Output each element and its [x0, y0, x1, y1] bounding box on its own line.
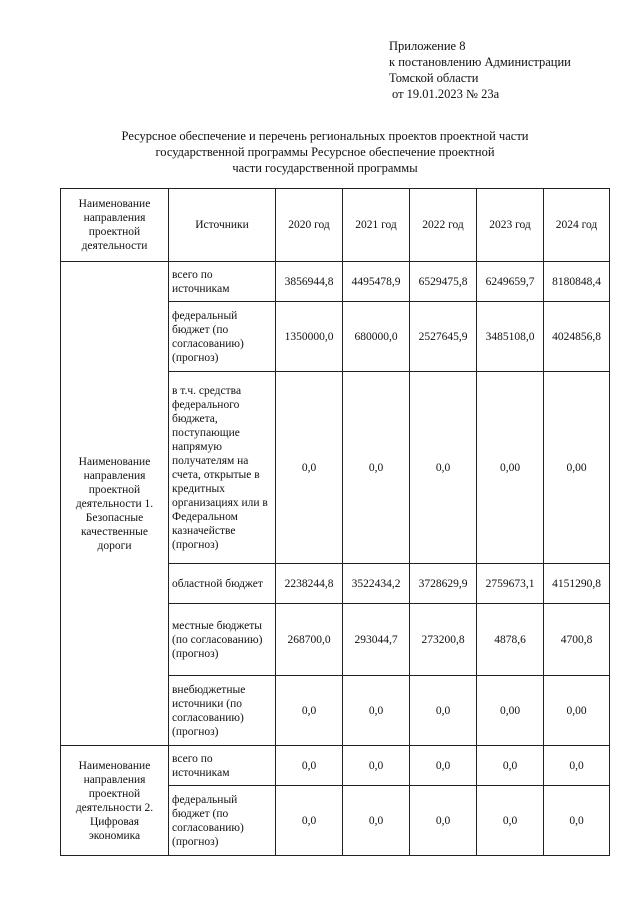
value-cell: 0,0 [410, 372, 477, 564]
value-cell: 268700,0 [276, 604, 343, 676]
value-cell: 0,0 [544, 746, 610, 786]
table-row [61, 746, 610, 786]
title-line: государственной программы Ресурсное обеспечение проектной [155, 145, 495, 159]
value-cell: 0,0 [410, 786, 477, 856]
document-title [60, 128, 590, 176]
value-cell: 273200,8 [410, 604, 477, 676]
header-row [61, 189, 610, 262]
appendix-reference: к постановлению Администрации [389, 55, 571, 69]
value-cell: 1350000,0 [276, 302, 343, 372]
direction-cell: Наименование направления проектной деятельности 1. Безопасные качественные дороги [61, 262, 169, 746]
value-cell: 0,00 [477, 676, 544, 746]
value-cell: 680000,0 [343, 302, 410, 372]
value-cell: 0,0 [343, 786, 410, 856]
source-cell: федеральный бюджет (по согласованию) (прогноз) [169, 302, 276, 372]
table-row [61, 262, 610, 302]
value-cell: 0,0 [544, 786, 610, 856]
value-cell: 0,0 [276, 786, 343, 856]
source-cell: местные бюджеты (по согласованию) (прогноз) [169, 604, 276, 676]
header-year: 2023 год [477, 189, 544, 262]
value-cell: 8180848,4 [544, 262, 610, 302]
value-cell: 0,0 [276, 676, 343, 746]
value-cell: 4495478,9 [343, 262, 410, 302]
value-cell: 0,0 [276, 372, 343, 564]
value-cell: 0,0 [343, 676, 410, 746]
value-cell: 6529475,8 [410, 262, 477, 302]
value-cell: 0,0 [276, 746, 343, 786]
value-cell: 4878,6 [477, 604, 544, 676]
value-cell: 293044,7 [343, 604, 410, 676]
value-cell: 0,0 [477, 746, 544, 786]
title-line: части государственной программы [232, 161, 418, 175]
value-cell: 4151290,8 [544, 564, 610, 604]
value-cell: 3485108,0 [477, 302, 544, 372]
title-line: Ресурсное обеспечение и перечень региональных проектов проектной части [121, 129, 529, 143]
header-year: 2020 год [276, 189, 343, 262]
source-cell: всего по источникам [169, 262, 276, 302]
header-year: 2022 год [410, 189, 477, 262]
value-cell: 2527645,9 [410, 302, 477, 372]
appendix-number: Приложение 8 [389, 39, 466, 53]
value-cell: 0,0 [343, 372, 410, 564]
value-cell: 6249659,7 [477, 262, 544, 302]
appendix-block [389, 38, 571, 102]
value-cell: 3522434,2 [343, 564, 410, 604]
resource-table [60, 188, 610, 856]
header-direction: Наименование направления проектной деятельности [61, 189, 169, 262]
value-cell: 0,00 [544, 372, 610, 564]
value-cell: 4700,8 [544, 604, 610, 676]
appendix-region: Томской области [389, 71, 479, 85]
source-cell: в т.ч. средства федерального бюджета, поступающие напрямую получателям на счета, открытые в кредитных организациях или в Федеральном казначействе (прогноз) [169, 372, 276, 564]
value-cell: 3728629,9 [410, 564, 477, 604]
source-cell: внебюджетные источники (по согласованию) (прогноз) [169, 676, 276, 746]
value-cell: 2759673,1 [477, 564, 544, 604]
header-year: 2021 год [343, 189, 410, 262]
value-cell: 4024856,8 [544, 302, 610, 372]
source-cell: областной бюджет [169, 564, 276, 604]
source-cell: всего по источникам [169, 746, 276, 786]
header-sources: Источники [169, 189, 276, 262]
appendix-date: от 19.01.2023 № 23а [392, 87, 500, 101]
direction-cell: Наименование направления проектной деятельности 2. Цифровая экономика [61, 746, 169, 856]
value-cell: 0,0 [410, 676, 477, 746]
header-year: 2024 год [544, 189, 610, 262]
value-cell: 2238244,8 [276, 564, 343, 604]
source-cell: федеральный бюджет (по согласованию) (прогноз) [169, 786, 276, 856]
value-cell: 0,0 [343, 746, 410, 786]
value-cell: 0,0 [477, 786, 544, 856]
value-cell: 0,0 [410, 746, 477, 786]
value-cell: 0,00 [477, 372, 544, 564]
value-cell: 0,00 [544, 676, 610, 746]
value-cell: 3856944,8 [276, 262, 343, 302]
